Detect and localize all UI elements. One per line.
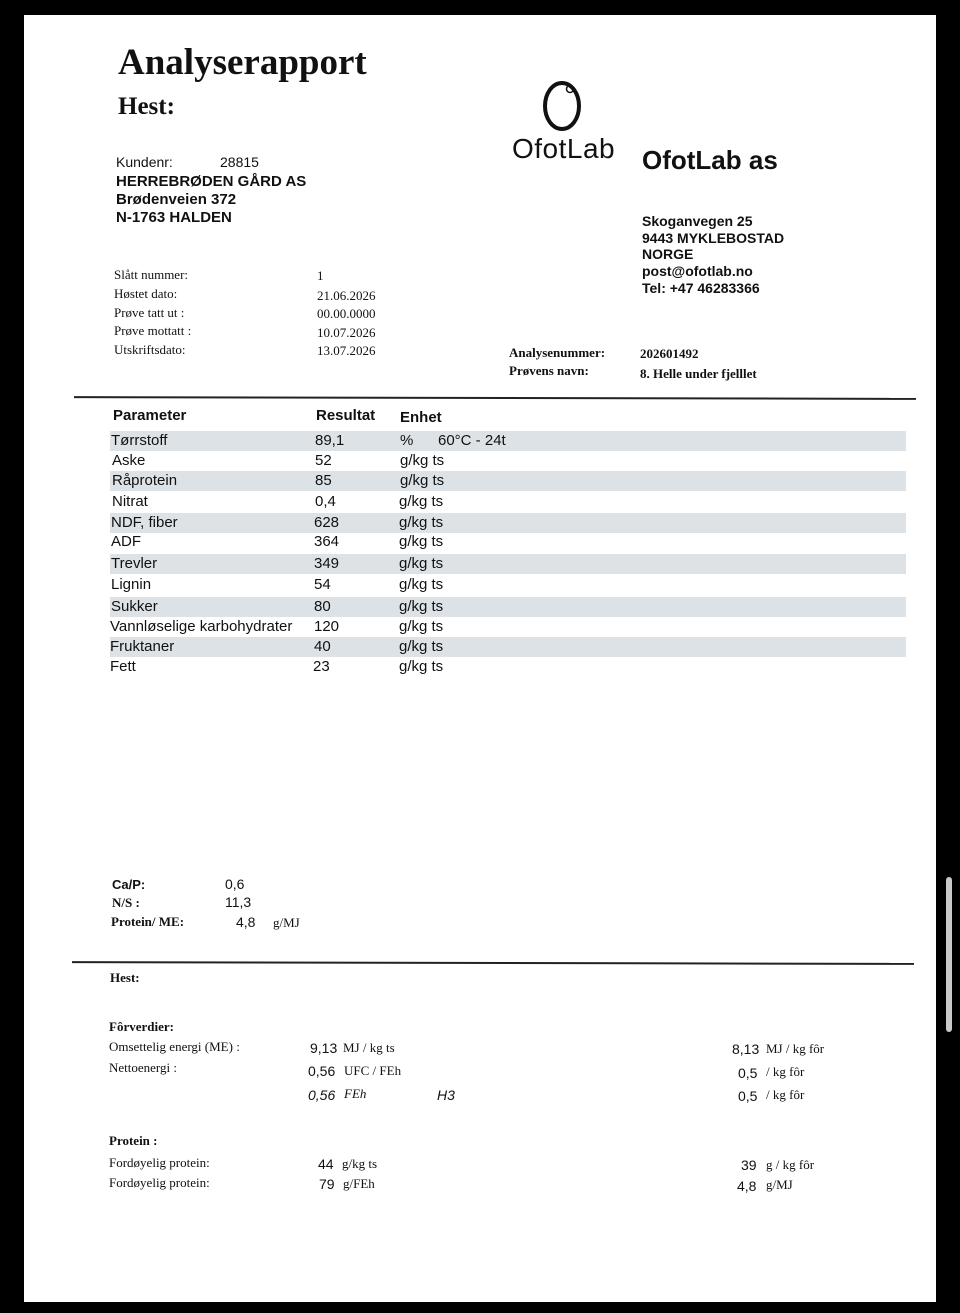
digestible-protein-value-fr: 4,8	[737, 1178, 757, 1194]
result-cell: 89,1	[315, 432, 345, 449]
lab-street: Skoganvegen 25	[642, 213, 753, 229]
unit-cell: g/kg ts	[400, 472, 445, 489]
feh-unit-fr: / kg fôr	[766, 1087, 805, 1102]
table-header-parameter: Parameter	[113, 407, 187, 424]
result-cell: 80	[314, 598, 331, 615]
unit-cell: g/kg ts	[399, 576, 444, 593]
parameter-cell: Fett	[110, 658, 136, 675]
meta-label: Slått nummer:	[114, 267, 189, 282]
parameter-cell: ADF	[111, 533, 141, 550]
unit-cell: g/kg ts	[399, 658, 444, 675]
meta-value: 1	[317, 268, 324, 283]
sample-name: 8. Helle under fjelllet	[640, 366, 757, 381]
me-unit: MJ / kg ts	[343, 1040, 395, 1055]
lab-city: 9443 MYKLEBOSTAD	[642, 230, 785, 246]
meta-label: Utskriftsdato:	[114, 342, 186, 357]
digestible-protein-label: Fordøyelig protein:	[109, 1175, 210, 1190]
h3-label: H3	[437, 1087, 455, 1103]
ne-value: 0,56	[308, 1063, 336, 1079]
lab-email[interactable]: post@ofotlab.no	[642, 263, 753, 279]
unit-cell: g/kg ts	[399, 533, 444, 550]
parameter-cell: Lignin	[111, 576, 152, 593]
unit-cell: %	[400, 432, 414, 449]
customer-number-label: Kundenr:	[116, 154, 173, 170]
meta-label: Høstet dato:	[114, 286, 178, 301]
me-value-fr: 8,13	[732, 1041, 760, 1057]
report-title: Analyserapport	[118, 42, 367, 83]
customer-name: HERREBRØDEN GÅRD AS	[116, 173, 307, 190]
meta-value: 21.06.2026	[317, 288, 376, 303]
report-page	[24, 15, 936, 1302]
result-cell: 85	[315, 472, 332, 489]
n-s-label: N/S :	[112, 895, 140, 910]
parameter-cell: Fruktaner	[110, 638, 175, 655]
lab-phone: Tel: +47 46283366	[642, 280, 760, 296]
table-row	[110, 492, 906, 512]
logo-text: OfotLab	[512, 133, 616, 164]
parameter-cell: Nitrat	[112, 493, 148, 510]
parameter-cell: Sukker	[111, 598, 158, 615]
parameter-cell: Tørrstoff	[111, 432, 168, 449]
digestible-protein-unit: g/kg ts	[342, 1156, 378, 1171]
parameter-cell: Trevler	[111, 555, 158, 572]
unit-cell: g/kg ts	[399, 638, 444, 655]
unit-cell: g/kg ts	[399, 493, 444, 510]
result-cell: 120	[314, 618, 340, 635]
divider	[72, 961, 914, 965]
meta-value: 13.07.2026	[317, 343, 376, 358]
table-row	[110, 637, 906, 657]
forverdier-heading: Fôrverdier:	[109, 1019, 174, 1034]
digestible-protein-unit-fr: g/MJ	[766, 1177, 793, 1192]
horse-label: Hest:	[110, 970, 140, 985]
table-row	[110, 513, 906, 533]
table-header-result: Resultat	[316, 407, 376, 424]
table-row	[110, 657, 906, 677]
table-row	[110, 597, 906, 617]
table-row	[110, 532, 906, 552]
protein-me-value: 4,8	[236, 914, 256, 930]
parameter-cell: Vannløselige karbohydrater	[110, 618, 293, 635]
me-value: 9,13	[310, 1040, 338, 1056]
table-row	[110, 471, 906, 491]
ne-label: Nettoenergi :	[109, 1060, 177, 1075]
customer-street: Brødenveien 372	[116, 191, 237, 208]
ca-p-label: Ca/P:	[112, 877, 146, 892]
result-cell: 364	[314, 533, 340, 550]
parameter-cell: NDF, fiber	[111, 514, 178, 531]
divider	[74, 396, 916, 400]
feh-value: 0,56	[308, 1087, 336, 1103]
result-cell: 23	[313, 658, 330, 675]
ca-p-value: 0,6	[225, 876, 245, 892]
feh-value-fr: 0,5	[738, 1088, 758, 1104]
scrollbar-thumb[interactable]	[946, 877, 952, 1032]
meta-value: 00.00.0000	[317, 306, 376, 321]
customer-number: 28815	[220, 154, 259, 170]
sample-name-label: Prøvens navn:	[509, 363, 589, 378]
ne-unit-fr: / kg fôr	[766, 1064, 805, 1079]
analysis-number: 202601492	[640, 346, 699, 361]
report-subtitle: Hest:	[118, 93, 175, 120]
lab-country: NORGE	[642, 246, 694, 262]
protein-me-unit: g/MJ	[273, 915, 300, 930]
digestible-protein-unit: g/FEh	[343, 1176, 375, 1191]
ne-unit: UFC / FEh	[344, 1063, 402, 1078]
table-row	[110, 617, 906, 637]
unit-cell: g/kg ts	[399, 598, 444, 615]
result-cell: 40	[314, 638, 331, 655]
table-row	[110, 451, 906, 471]
meta-value: 10.07.2026	[317, 325, 376, 340]
table-row	[110, 575, 906, 595]
meta-label: Prøve tatt ut :	[114, 305, 185, 320]
table-header-unit: Enhet	[400, 409, 442, 426]
unit-cell: g/kg ts	[399, 555, 444, 572]
me-unit-fr: MJ / kg fôr	[766, 1041, 825, 1056]
n-s-value: 11,3	[225, 894, 252, 910]
ne-value-fr: 0,5	[738, 1065, 758, 1081]
protein-me-label: Protein/ ME:	[111, 914, 185, 929]
lab-name: OfotLab as	[642, 145, 778, 175]
digestible-protein-value-fr: 39	[741, 1157, 757, 1173]
parameter-cell: Råprotein	[112, 472, 178, 489]
digestible-protein-unit-fr: g / kg fôr	[766, 1157, 815, 1172]
table-row	[110, 431, 906, 451]
unit-cell: g/kg ts	[400, 452, 445, 469]
me-label: Omsettelig energi (ME) :	[109, 1039, 240, 1054]
customer-city: N-1763 HALDEN	[116, 209, 232, 226]
analysis-number-label: Analysenummer:	[509, 345, 606, 360]
result-cell: 349	[314, 555, 340, 572]
result-cell: 52	[315, 452, 332, 469]
meta-label: Prøve mottatt :	[114, 323, 192, 338]
protein-heading: Protein :	[109, 1133, 158, 1148]
ofotlab-logo-icon	[540, 75, 590, 133]
feh-unit: FEh	[344, 1086, 367, 1101]
digestible-protein-value: 44	[318, 1156, 334, 1172]
unit-cell: g/kg ts	[399, 618, 444, 635]
result-cell: 628	[314, 514, 340, 531]
table-row	[110, 554, 906, 574]
note-cell: 60°C - 24t	[438, 432, 506, 449]
unit-cell: g/kg ts	[399, 514, 444, 531]
result-cell: 54	[314, 576, 331, 593]
result-cell: 0,4	[315, 493, 336, 510]
parameter-cell: Aske	[112, 452, 146, 469]
digestible-protein-value: 79	[319, 1176, 335, 1192]
digestible-protein-label: Fordøyelig protein:	[109, 1155, 210, 1170]
